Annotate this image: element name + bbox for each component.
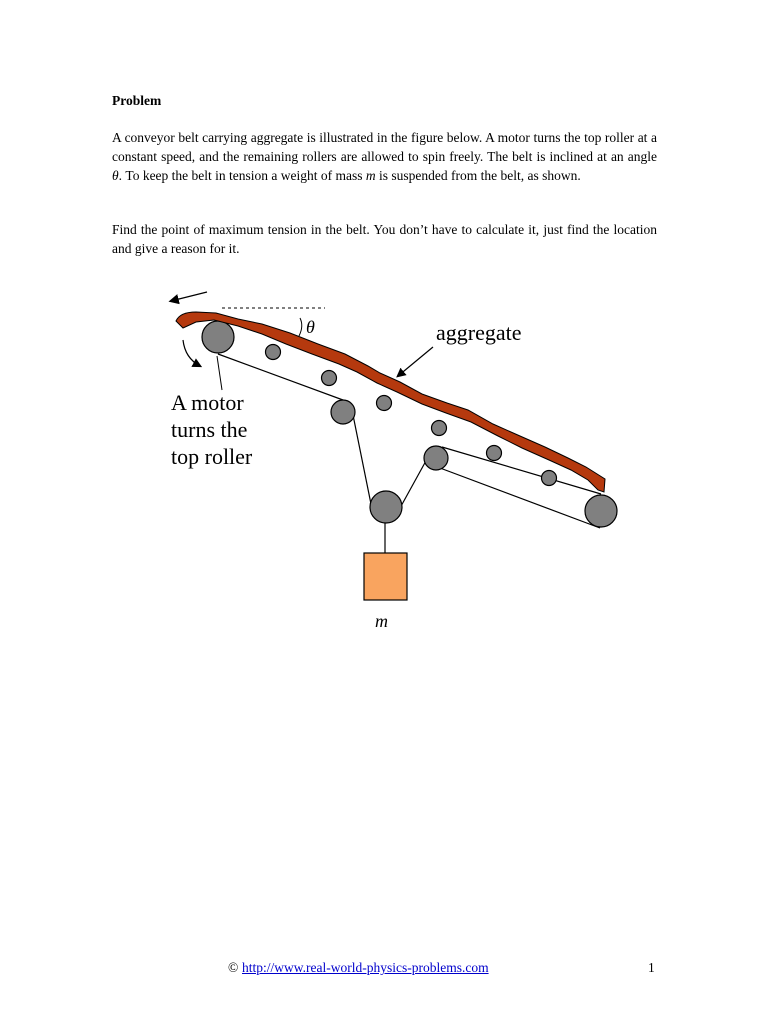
idler-roller-4 xyxy=(432,421,447,436)
page-number: 1 xyxy=(648,960,655,975)
copyright-symbol: © xyxy=(228,960,239,975)
belt-down-left xyxy=(353,415,372,509)
belt-direction-arrow xyxy=(171,292,207,301)
idler-roller-6 xyxy=(542,471,557,486)
theta-label: θ xyxy=(306,317,315,337)
angle-arc xyxy=(299,318,302,336)
motor-label-line-2: turns the xyxy=(171,417,248,442)
idler-roller-1 xyxy=(266,345,281,360)
mass-variable: m xyxy=(365,168,376,183)
paragraph1-text-c: is suspended from the belt, as shown. xyxy=(375,168,581,183)
guide-roller-left xyxy=(331,400,355,424)
guide-roller-right xyxy=(424,446,448,470)
belt-up-right xyxy=(400,459,427,508)
paragraph1-text-a: A conveyor belt carrying aggregate is illustrated in the figure below. A motor turns the top roller at a constant speed, and the remaining rollers are allowed to spin freely. The belt is inclined at an angle xyxy=(112,130,657,164)
problem-paragraph-2: Find the point of maximum tension in the belt. You don’t have to calculate it, just find the location and give a reason for it. xyxy=(112,222,657,256)
theta-variable: θ xyxy=(112,168,119,183)
aggregate-label: aggregate xyxy=(436,320,522,345)
motor-label-line-1: A motor xyxy=(171,390,244,415)
aggregate-pointer-arrow xyxy=(398,347,433,376)
roller-rotation-arrow xyxy=(183,340,200,366)
footer-website-link[interactable]: http://www.real-world-physics-problems.com xyxy=(242,960,489,975)
motor-pointer-line xyxy=(217,356,222,390)
motor-label-line-3: top roller xyxy=(171,444,253,469)
idler-roller-3 xyxy=(377,396,392,411)
tail-roller xyxy=(585,495,617,527)
problem-heading: Problem xyxy=(112,93,162,108)
belt-bottom-right xyxy=(432,465,600,528)
mass-label: m xyxy=(375,611,388,631)
paragraph1-text-b: . To keep the belt in tension a weight of mass xyxy=(118,168,366,183)
idler-roller-2 xyxy=(322,371,337,386)
tension-roller xyxy=(370,491,402,523)
idler-roller-5 xyxy=(487,446,502,461)
top-roller xyxy=(202,321,234,353)
mass-block xyxy=(364,553,407,600)
